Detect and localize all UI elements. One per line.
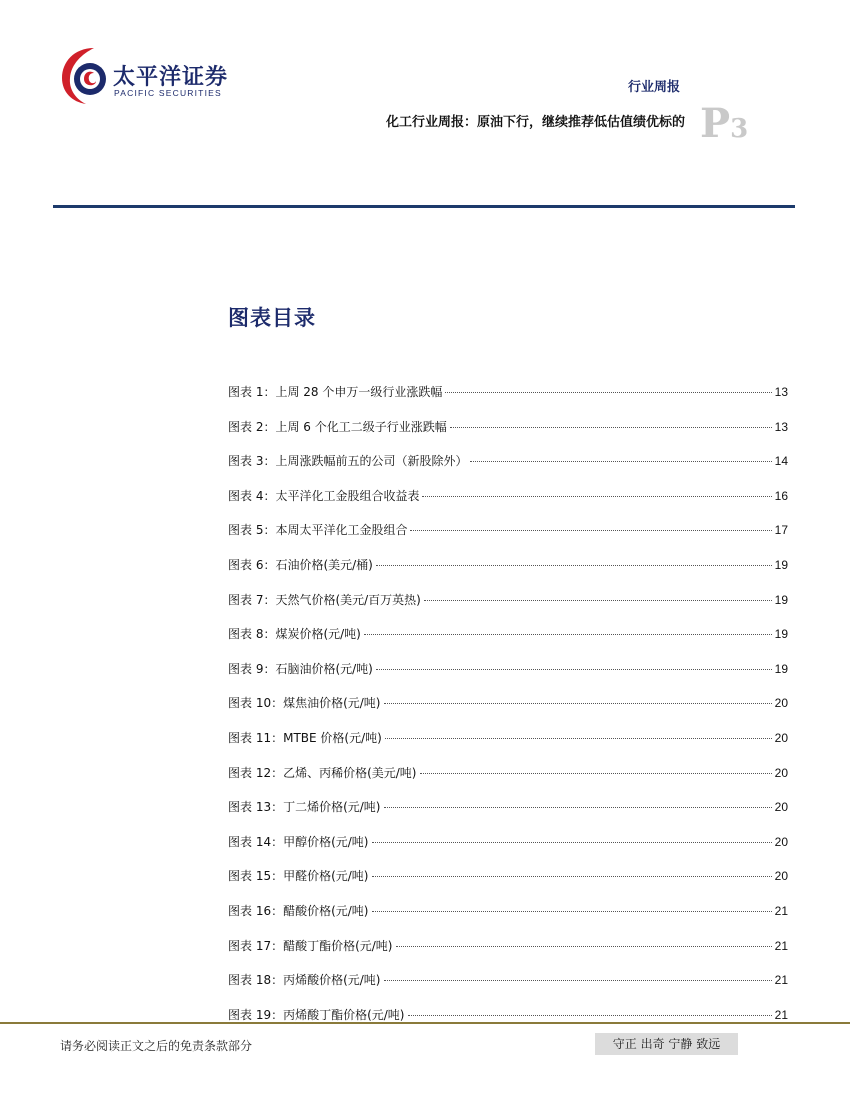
toc-entry-leader: [384, 807, 772, 808]
toc-entry-leader: [376, 669, 772, 670]
toc-entry-page: 14: [774, 454, 788, 469]
toc-entry[interactable]: [228, 418, 788, 453]
toc-entry[interactable]: [228, 902, 788, 937]
toc-entry-page: 21: [774, 1007, 788, 1022]
toc-heading: 图表目录: [228, 306, 316, 330]
toc-entry-page: 20: [774, 869, 788, 884]
footer-disclaimer: 请务必阅读正文之后的免责条款部分: [60, 1039, 253, 1053]
toc-entry-leader: [396, 946, 772, 947]
toc-entry-leader: [376, 565, 772, 566]
toc-entry-leader: [420, 773, 772, 774]
page-number: [700, 100, 748, 147]
toc-entry[interactable]: [228, 833, 788, 868]
toc-entry[interactable]: [228, 487, 788, 522]
toc-entry-label: 图表 4：太平洋化工金股组合收益表: [228, 488, 420, 503]
company-logo-en: PACIFIC SECURITIES: [114, 88, 222, 98]
toc-entry-label: 图表 11：MTBE 价格(元/吨): [228, 730, 382, 745]
toc-entry-page: 20: [774, 696, 788, 711]
toc-entry-label: 图表 7：天然气价格(美元/百万英热): [228, 592, 421, 607]
toc-entry-page: 21: [774, 903, 788, 918]
toc-entry-leader: [470, 461, 771, 462]
toc-entry-page: 17: [774, 523, 788, 538]
toc-entry-page: 20: [774, 730, 788, 745]
toc-entry-leader: [364, 634, 772, 635]
toc-entry-label: 图表 15：甲醛价格(元/吨): [228, 869, 369, 884]
toc-entry-label: 图表 17：醋酸丁酯价格(元/吨): [228, 938, 393, 953]
toc-entry-page: 13: [774, 419, 788, 434]
page-number-prefix: P: [700, 100, 731, 147]
toc-entry-leader: [372, 842, 772, 843]
toc-entry[interactable]: [228, 971, 788, 1006]
toc-entry-label: 图表 8：煤炭价格(元/吨): [228, 627, 361, 642]
toc-entry-leader: [372, 876, 772, 877]
toc-entry[interactable]: [228, 694, 788, 729]
toc-entry-label: 图表 16：醋酸价格(元/吨): [228, 903, 369, 918]
toc-entry-page: 19: [774, 557, 788, 572]
footer-divider: [0, 1022, 850, 1024]
toc-entry-page: 20: [774, 834, 788, 849]
page-number-value: 3: [730, 114, 749, 144]
toc-entry-leader: [385, 738, 772, 739]
toc-entry-leader: [424, 600, 772, 601]
toc-entry[interactable]: [228, 452, 788, 487]
footer-slogan: 守正 出奇 宁静 致远: [595, 1033, 738, 1055]
company-logo-cn: 太平洋证券: [113, 65, 229, 90]
toc-entry-label: 图表 13：丁二烯价格(元/吨): [228, 800, 381, 815]
toc-entry[interactable]: [228, 660, 788, 695]
toc-entry-label: 图表 19：丙烯酸丁酯价格(元/吨): [228, 1007, 405, 1022]
company-logo: [60, 44, 230, 114]
header-divider: [53, 205, 795, 208]
toc-entry-leader: [450, 427, 772, 428]
toc-entry[interactable]: [228, 764, 788, 799]
toc-entry-page: 13: [774, 385, 788, 399]
toc-entry[interactable]: [228, 521, 788, 556]
toc-entry-label: 图表 3：上周涨跌幅前五的公司（新股除外）: [228, 454, 468, 469]
report-title: 化工行业周报：原油下行，继续推荐低估值绩优标的: [385, 115, 685, 130]
toc-entry-page: 21: [774, 938, 788, 953]
toc-entry-leader: [372, 911, 772, 912]
toc-entry[interactable]: [228, 729, 788, 764]
toc-entry-label: 图表 18：丙烯酸价格(元/吨): [228, 973, 381, 988]
toc-entry-leader: [384, 703, 772, 704]
toc-entry-leader: [422, 496, 771, 497]
toc-entry-label: 图表 6：石油价格(美元/桶): [228, 557, 373, 572]
toc-entry-leader: [445, 392, 771, 393]
toc-entry-leader: [384, 980, 772, 981]
toc-entry[interactable]: [228, 591, 788, 626]
toc-entry-page: 19: [774, 661, 788, 676]
toc-entry-page: 16: [774, 488, 788, 503]
toc-entry-label: 图表 5：本周太平洋化工金股组合: [228, 523, 408, 538]
toc-entry-leader: [408, 1015, 772, 1016]
toc-entry-label: 图表 14：甲醇价格(元/吨): [228, 834, 369, 849]
toc-entry[interactable]: [228, 556, 788, 591]
toc-entry[interactable]: [228, 937, 788, 972]
toc-entry-label: 图表 1：上周 28 个申万一级行业涨跌幅: [228, 385, 443, 399]
toc-entry-label: 图表 2：上周 6 个化工二级子行业涨跌幅: [228, 419, 447, 434]
company-logo-mark: [60, 44, 112, 106]
toc-entry-label: 图表 12：乙烯、丙稀价格(美元/吨): [228, 765, 417, 780]
toc-entry-label: 图表 9：石脑油价格(元/吨): [228, 661, 373, 676]
toc-entry[interactable]: [228, 867, 788, 902]
toc-list: [228, 383, 788, 1040]
toc-entry-page: 19: [774, 592, 788, 607]
toc-entry-page: 21: [774, 973, 788, 988]
toc-entry-page: 20: [774, 800, 788, 815]
toc-entry[interactable]: [228, 625, 788, 660]
toc-entry-page: 19: [774, 627, 788, 642]
toc-entry-page: 20: [774, 765, 788, 780]
toc-entry-leader: [410, 530, 771, 531]
toc-entry[interactable]: [228, 383, 788, 418]
toc-entry-label: 图表 10：煤焦油价格(元/吨): [228, 696, 381, 711]
report-type: 行业周报: [628, 80, 681, 95]
toc-entry[interactable]: [228, 798, 788, 833]
